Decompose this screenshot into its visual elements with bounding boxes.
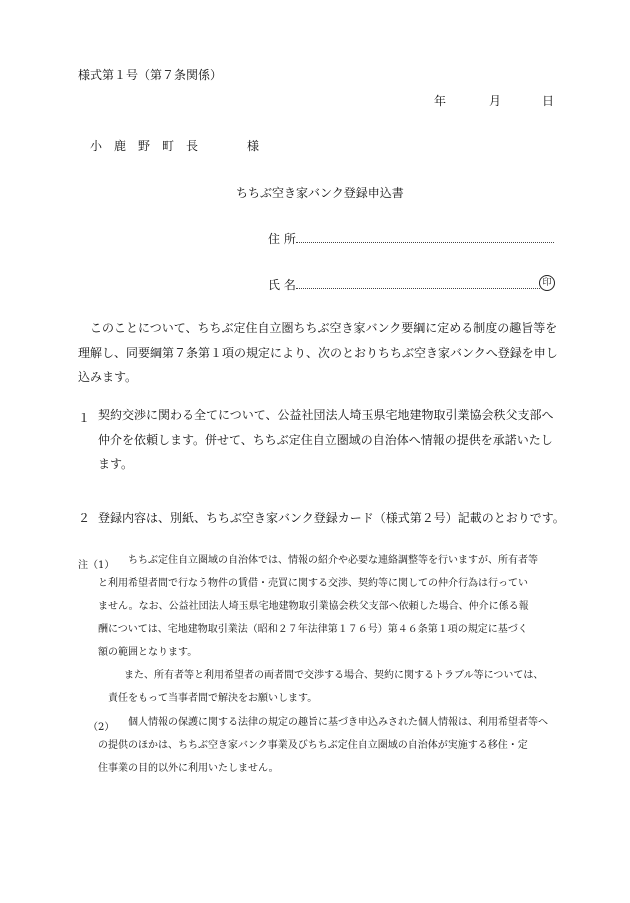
note-1-label: 注（1） [78, 560, 115, 571]
item-number: １ [78, 411, 91, 425]
note-2-text-continued [98, 734, 598, 780]
note-line: 責任をもって当事者間で解決をお願いします。 [108, 693, 318, 704]
addressee-honorific: 様 [247, 139, 260, 153]
date-year: 年 [434, 94, 447, 108]
page-title: ちちぶ空き家バンク登録申込書 [236, 186, 404, 200]
note-line: と利用希望者間で行なう物件の賃借・売買に関する交渉、契約等に関しての仲介行為は行ってい [98, 578, 528, 589]
note-line: 額の範囲となります。 [98, 647, 198, 658]
name-label: 氏 名 [268, 278, 296, 292]
address-label: 住 所 [268, 232, 296, 246]
item-number: ２ [78, 511, 91, 525]
note-1b-text [124, 664, 598, 687]
note-line: ちちぶ定住自立圏域の自治体では、情報の紹介や必要な連絡調整等を行いますが、所有者等 [128, 555, 538, 566]
item-line: 登録内容は、別紙、ちちぶ空き家バンク登録カード（様式第２号）記載のとおりです。 [98, 511, 565, 525]
item-line: 仲介を依頼します。併せて、ちちぶ定住自立圏域の自治体へ情報の提供を承諾いたし [98, 432, 553, 447]
note-line: ません。なお、公益社団法人埼玉県宅地建物取引業協会秩父支部へ依頼した場合、仲介に係る報 [98, 601, 529, 612]
note-line: また、所有者等と利用希望者の両者間で交渉する場合、契約に関するトラブル等については、 [124, 670, 544, 681]
item-line: ます。 [98, 457, 134, 471]
intro-line: 込みます。 [78, 370, 138, 384]
note-1b-text-continued [108, 687, 598, 710]
name-field[interactable] [296, 288, 540, 289]
intro-line: このことについて、ちちぶ定住自立圏ちちぶ空き家バンク要綱に定める制度の趣旨等を [78, 321, 558, 335]
seal-mark: 印 [539, 275, 555, 291]
address-field[interactable] [296, 242, 554, 243]
note-1-text [128, 549, 598, 572]
intro-paragraph [78, 316, 598, 390]
note-line: 住事業の目的以外に利用いたしません。 [98, 763, 279, 774]
item-line: 契約交渉に関わる全てについて、公益社団法人埼玉県宅地建物取引業協会秩父支部へ [98, 408, 554, 422]
note-line: 個人情報の保護に関する法律の規定の趣旨に基づき申込みされた個人情報は、利用希望者等へ [128, 717, 548, 728]
form-label: 様式第１号（第７条関係） [78, 68, 223, 82]
intro-line: 理解し、同要綱第７条第１項の規定により、次のとおりちちぶ空き家バンクへ登録を申し [78, 345, 558, 360]
item-text [98, 403, 598, 477]
date-month: 月 [489, 94, 502, 108]
note-2-label: （2） [88, 722, 115, 733]
addressee-name: 小 鹿 野 町 長 [90, 139, 199, 153]
note-2-text [128, 711, 598, 734]
date-day: 日 [542, 94, 555, 108]
note-1-text-continued [98, 572, 598, 664]
note-line: 酬については、宅地建物取引業法（昭和２７年法律第１７６号）第４６条第１項の規定に基づく [98, 624, 528, 635]
note-line: の提供のほかは、ちちぶ空き家バンク事業及びちちぶ定住自立圏域の自治体が実施する移住・定 [98, 740, 528, 751]
